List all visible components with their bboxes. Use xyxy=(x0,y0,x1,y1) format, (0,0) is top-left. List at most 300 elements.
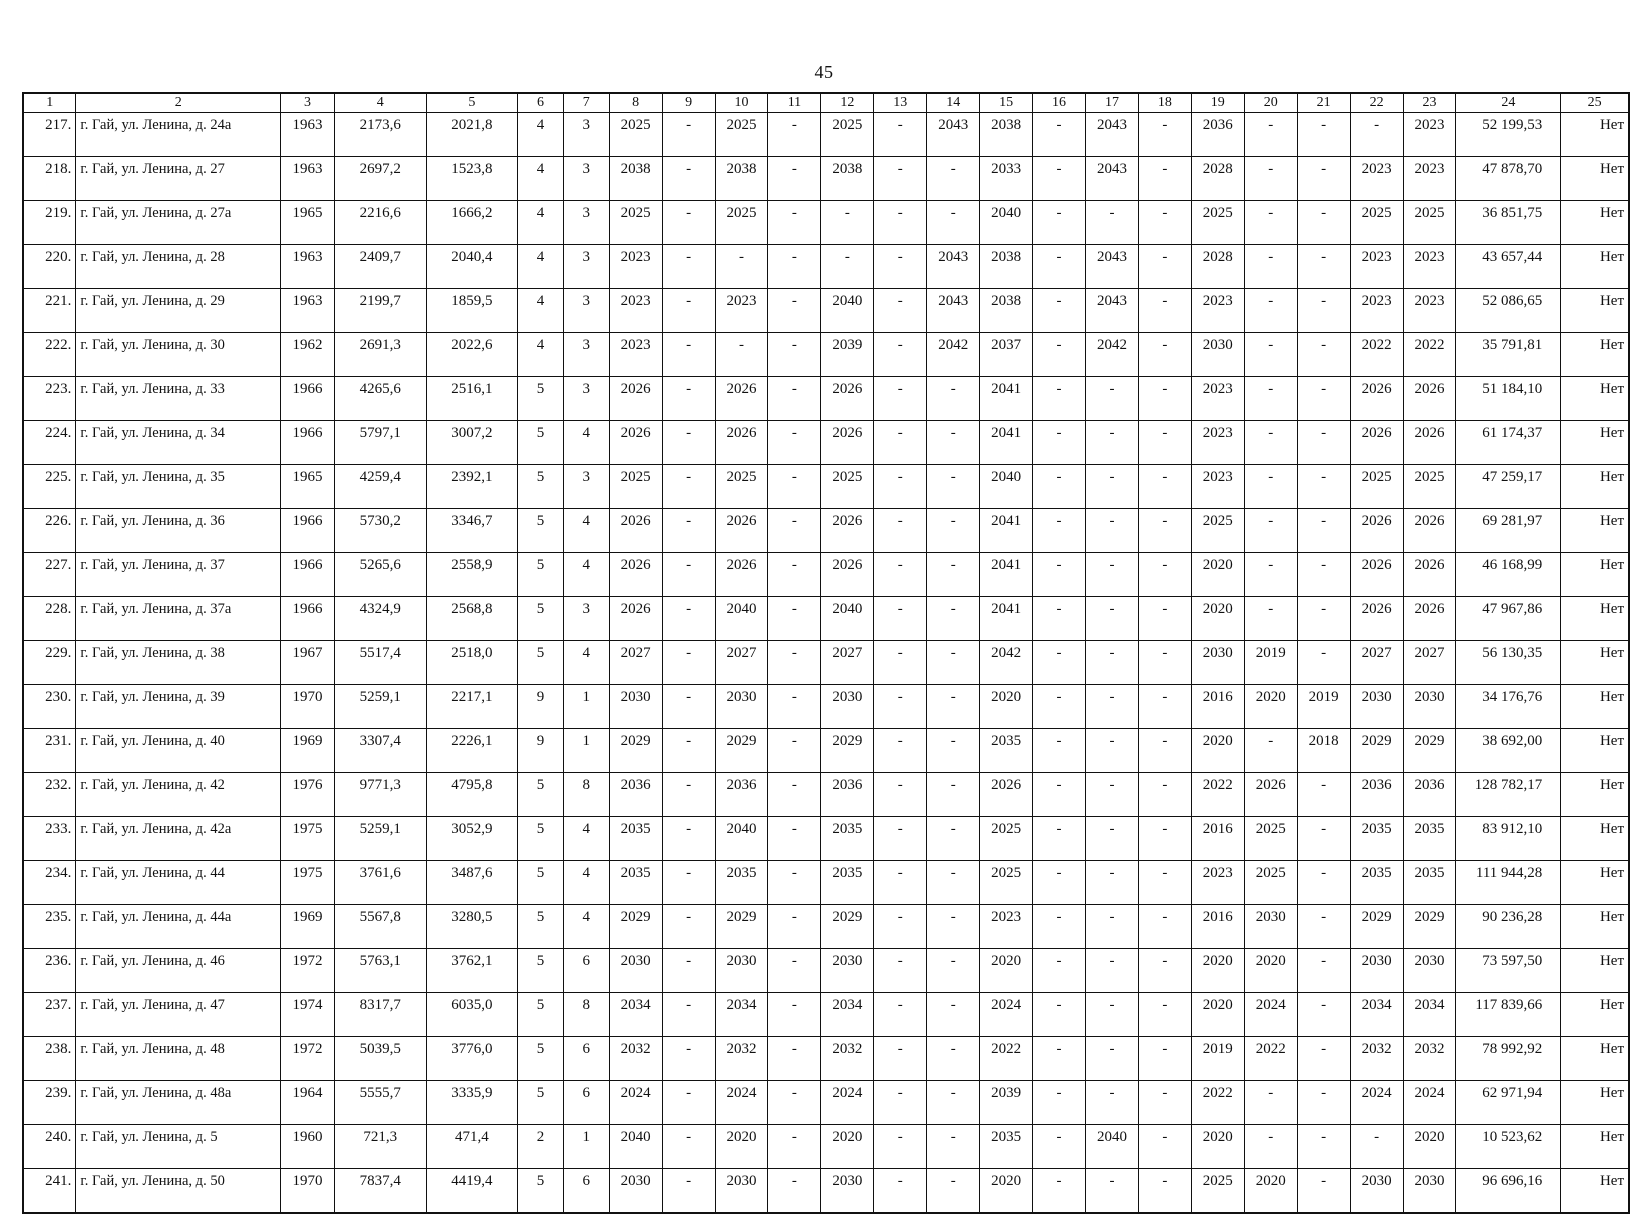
table-cell: - xyxy=(1244,729,1297,773)
table-cell: - xyxy=(768,861,821,905)
column-number-cell: 8 xyxy=(609,93,662,113)
table-cell: 2029 xyxy=(821,729,874,773)
table-cell: 2020 xyxy=(980,685,1033,729)
table-cell: 5 xyxy=(518,817,564,861)
table-cell: - xyxy=(1297,597,1350,641)
table-cell: 1970 xyxy=(280,685,334,729)
table-cell: 2025 xyxy=(1244,817,1297,861)
table-cell: - xyxy=(1138,553,1191,597)
table-cell: - xyxy=(1244,333,1297,377)
table-cell: 1859,5 xyxy=(426,289,518,333)
table-cell: - xyxy=(1138,597,1191,641)
table-cell: - xyxy=(768,773,821,817)
table-cell: 5730,2 xyxy=(334,509,426,553)
table-cell: - xyxy=(1244,157,1297,201)
column-number-cell: 17 xyxy=(1086,93,1139,113)
table-cell: - xyxy=(1033,157,1086,201)
table-cell: 2027 xyxy=(821,641,874,685)
row-number-cell: 221. xyxy=(23,289,76,333)
table-cell: - xyxy=(927,201,980,245)
table-cell: 2568,8 xyxy=(426,597,518,641)
table-cell: - xyxy=(662,685,715,729)
address-cell: г. Гай, ул. Ленина, д. 37а xyxy=(76,597,281,641)
table-row xyxy=(23,905,1629,949)
row-number-cell: 230. xyxy=(23,685,76,729)
table-cell: - xyxy=(768,597,821,641)
table-cell: - xyxy=(715,333,768,377)
status-cell: Нет xyxy=(1561,597,1629,641)
column-number-cell: 7 xyxy=(563,93,609,113)
table-cell: 2030 xyxy=(821,1169,874,1214)
table-cell: 2025 xyxy=(1191,509,1244,553)
table-cell: 2029 xyxy=(1403,729,1456,773)
table-cell: 2026 xyxy=(821,377,874,421)
table-cell: 2021,8 xyxy=(426,113,518,157)
table-cell: 2019 xyxy=(1191,1037,1244,1081)
table-cell: - xyxy=(662,553,715,597)
table-cell: 2016 xyxy=(1191,905,1244,949)
table-cell: 1969 xyxy=(280,729,334,773)
status-cell: Нет xyxy=(1561,773,1629,817)
table-cell: 2040 xyxy=(821,597,874,641)
table-cell: 2036 xyxy=(715,773,768,817)
column-number-cell: 23 xyxy=(1403,93,1456,113)
table-cell: 2691,3 xyxy=(334,333,426,377)
table-cell: 2040 xyxy=(609,1125,662,1169)
table-cell: - xyxy=(662,1037,715,1081)
table-cell: 2020 xyxy=(1244,685,1297,729)
table-cell: 3052,9 xyxy=(426,817,518,861)
status-cell: Нет xyxy=(1561,1037,1629,1081)
table-cell: 4 xyxy=(518,157,564,201)
cost-cell: 47 878,70 xyxy=(1456,157,1561,201)
row-number-cell: 229. xyxy=(23,641,76,685)
table-cell: 2032 xyxy=(715,1037,768,1081)
table-cell: 2023 xyxy=(609,289,662,333)
table-cell: 1963 xyxy=(280,289,334,333)
table-cell: - xyxy=(1138,861,1191,905)
table-cell: 6 xyxy=(563,949,609,993)
cost-cell: 10 523,62 xyxy=(1456,1125,1561,1169)
table-cell: - xyxy=(1138,1169,1191,1214)
table-cell: 4 xyxy=(518,201,564,245)
table-cell: 2022 xyxy=(1191,1081,1244,1125)
table-cell: 4 xyxy=(563,553,609,597)
table-cell: 4 xyxy=(563,905,609,949)
table-cell: - xyxy=(1033,201,1086,245)
table-cell: - xyxy=(662,949,715,993)
table-cell: 2023 xyxy=(1350,245,1403,289)
row-number-cell: 223. xyxy=(23,377,76,421)
table-cell: 1965 xyxy=(280,465,334,509)
table-cell: - xyxy=(1033,773,1086,817)
cost-cell: 111 944,28 xyxy=(1456,861,1561,905)
table-cell: 2030 xyxy=(1191,333,1244,377)
table-cell: 2035 xyxy=(1350,861,1403,905)
table-cell: - xyxy=(874,1125,927,1169)
table-cell: 5 xyxy=(518,641,564,685)
table-cell: 2043 xyxy=(1086,157,1139,201)
table-cell: - xyxy=(768,1081,821,1125)
column-number-cell: 15 xyxy=(980,93,1033,113)
table-cell: - xyxy=(662,245,715,289)
table-cell: 2025 xyxy=(1191,201,1244,245)
cost-cell: 36 851,75 xyxy=(1456,201,1561,245)
table-cell: 2039 xyxy=(821,333,874,377)
address-cell: г. Гай, ул. Ленина, д. 37 xyxy=(76,553,281,597)
cost-cell: 96 696,16 xyxy=(1456,1169,1561,1214)
cost-cell: 47 259,17 xyxy=(1456,465,1561,509)
table-cell: - xyxy=(1138,377,1191,421)
table-row xyxy=(23,729,1629,773)
table-cell: 2038 xyxy=(821,157,874,201)
column-number-cell: 12 xyxy=(821,93,874,113)
table-cell: - xyxy=(1033,289,1086,333)
housing-repair-table xyxy=(22,92,1630,1214)
table-cell: 2019 xyxy=(1297,685,1350,729)
table-row xyxy=(23,421,1629,465)
table-cell: 2022 xyxy=(1403,333,1456,377)
table-cell: 2032 xyxy=(821,1037,874,1081)
table-cell: 5 xyxy=(518,949,564,993)
table-row xyxy=(23,817,1629,861)
table-cell: - xyxy=(1297,817,1350,861)
table-cell: 2023 xyxy=(609,333,662,377)
table-cell: - xyxy=(927,1037,980,1081)
table-cell: - xyxy=(927,377,980,421)
table-cell: - xyxy=(1086,421,1139,465)
table-cell: 2030 xyxy=(1350,1169,1403,1214)
table-cell: - xyxy=(1086,861,1139,905)
row-number-cell: 240. xyxy=(23,1125,76,1169)
table-cell: - xyxy=(768,289,821,333)
cost-cell: 117 839,66 xyxy=(1456,993,1561,1037)
table-cell: 2030 xyxy=(821,685,874,729)
address-cell: г. Гай, ул. Ленина, д. 44 xyxy=(76,861,281,905)
table-cell: 2518,0 xyxy=(426,641,518,685)
table-cell: - xyxy=(1138,245,1191,289)
table-cell: - xyxy=(1086,465,1139,509)
table-cell: 2036 xyxy=(821,773,874,817)
table-cell: - xyxy=(1244,553,1297,597)
table-cell: 5 xyxy=(518,597,564,641)
table-row xyxy=(23,553,1629,597)
table-cell: - xyxy=(768,201,821,245)
table-cell: 2026 xyxy=(715,509,768,553)
table-cell: 2030 xyxy=(1191,641,1244,685)
table-cell: - xyxy=(874,509,927,553)
table-cell: 2023 xyxy=(609,245,662,289)
table-cell: 2026 xyxy=(609,553,662,597)
row-number-cell: 220. xyxy=(23,245,76,289)
table-cell: 2026 xyxy=(1350,509,1403,553)
table-cell: 1963 xyxy=(280,113,334,157)
cost-cell: 62 971,94 xyxy=(1456,1081,1561,1125)
table-cell: - xyxy=(874,993,927,1037)
table-cell: 2020 xyxy=(980,949,1033,993)
table-cell: 2217,1 xyxy=(426,685,518,729)
table-cell: 2020 xyxy=(1191,949,1244,993)
address-cell: г. Гай, ул. Ленина, д. 48 xyxy=(76,1037,281,1081)
table-cell: - xyxy=(1033,1125,1086,1169)
table-cell: 2025 xyxy=(980,817,1033,861)
table-cell: 2029 xyxy=(1350,905,1403,949)
table-cell: 2043 xyxy=(1086,289,1139,333)
table-cell: 2035 xyxy=(609,861,662,905)
table-cell: 5259,1 xyxy=(334,817,426,861)
table-cell: 9 xyxy=(518,685,564,729)
table-cell: 4 xyxy=(563,421,609,465)
table-cell: 3 xyxy=(563,201,609,245)
table-cell: - xyxy=(874,817,927,861)
table-cell: - xyxy=(1138,773,1191,817)
table-cell: - xyxy=(1033,333,1086,377)
table-cell: 3487,6 xyxy=(426,861,518,905)
table-row xyxy=(23,465,1629,509)
table-cell: - xyxy=(1138,905,1191,949)
address-cell: г. Гай, ул. Ленина, д. 50 xyxy=(76,1169,281,1214)
table-cell: 2023 xyxy=(1403,289,1456,333)
table-cell: 1975 xyxy=(280,861,334,905)
table-cell: 2 xyxy=(518,1125,564,1169)
table-cell: 2041 xyxy=(980,553,1033,597)
table-cell: 2030 xyxy=(1403,949,1456,993)
address-cell: г. Гай, ул. Ленина, д. 30 xyxy=(76,333,281,377)
table-cell: - xyxy=(662,113,715,157)
table-cell: 2039 xyxy=(980,1081,1033,1125)
table-cell: 2026 xyxy=(980,773,1033,817)
table-cell: 2697,2 xyxy=(334,157,426,201)
table-cell: - xyxy=(1297,993,1350,1037)
table-cell: 5 xyxy=(518,905,564,949)
table-cell: - xyxy=(662,509,715,553)
table-cell: - xyxy=(1138,157,1191,201)
table-cell: 5 xyxy=(518,993,564,1037)
address-cell: г. Гай, ул. Ленина, д. 27а xyxy=(76,201,281,245)
table-cell: - xyxy=(768,465,821,509)
table-cell: - xyxy=(1033,993,1086,1037)
table-cell: - xyxy=(1086,553,1139,597)
table-cell: 3 xyxy=(563,333,609,377)
table-cell: 5 xyxy=(518,465,564,509)
table-cell: 5 xyxy=(518,421,564,465)
table-cell: 2020 xyxy=(1244,1169,1297,1214)
table-cell: - xyxy=(1086,1081,1139,1125)
table-cell: - xyxy=(874,113,927,157)
table-cell: 2409,7 xyxy=(334,245,426,289)
status-cell: Нет xyxy=(1561,289,1629,333)
table-cell: - xyxy=(768,1037,821,1081)
table-cell: - xyxy=(1244,1081,1297,1125)
table-cell: - xyxy=(1244,421,1297,465)
row-number-cell: 228. xyxy=(23,597,76,641)
table-cell: 2025 xyxy=(821,465,874,509)
table-cell: 2026 xyxy=(1403,509,1456,553)
address-cell: г. Гай, ул. Ленина, д. 46 xyxy=(76,949,281,993)
table-cell: 2036 xyxy=(1350,773,1403,817)
table-cell: - xyxy=(1244,1125,1297,1169)
cost-cell: 52 086,65 xyxy=(1456,289,1561,333)
table-cell: 2040 xyxy=(821,289,874,333)
table-cell: 2026 xyxy=(1350,597,1403,641)
table-cell: 2036 xyxy=(1191,113,1244,157)
table-cell: 4 xyxy=(563,861,609,905)
table-cell: 2026 xyxy=(609,597,662,641)
table-row xyxy=(23,1125,1629,1169)
table-cell: 2030 xyxy=(715,1169,768,1214)
table-cell: - xyxy=(1297,1081,1350,1125)
table-cell: 1 xyxy=(563,685,609,729)
table-cell: 1 xyxy=(563,729,609,773)
table-cell: - xyxy=(874,1081,927,1125)
table-cell: 2032 xyxy=(609,1037,662,1081)
table-cell: 2030 xyxy=(715,949,768,993)
table-cell: - xyxy=(927,597,980,641)
table-cell: - xyxy=(1086,773,1139,817)
table-cell: - xyxy=(1297,113,1350,157)
table-cell: 2516,1 xyxy=(426,377,518,421)
table-cell: 2029 xyxy=(1403,905,1456,949)
table-cell: 2034 xyxy=(1350,993,1403,1037)
table-cell: 2173,6 xyxy=(334,113,426,157)
table-row xyxy=(23,685,1629,729)
cost-cell: 56 130,35 xyxy=(1456,641,1561,685)
cost-cell: 46 168,99 xyxy=(1456,553,1561,597)
table-cell: 2026 xyxy=(1403,597,1456,641)
table-cell: - xyxy=(1297,509,1350,553)
table-cell: 4795,8 xyxy=(426,773,518,817)
table-row xyxy=(23,641,1629,685)
table-cell: 2030 xyxy=(1350,685,1403,729)
table-cell: - xyxy=(1244,509,1297,553)
table-cell: 2026 xyxy=(821,421,874,465)
table-cell: 2216,6 xyxy=(334,201,426,245)
table-cell: 2020 xyxy=(1191,597,1244,641)
table-row xyxy=(23,201,1629,245)
table-cell: 4259,4 xyxy=(334,465,426,509)
table-cell: - xyxy=(715,245,768,289)
table-cell: 2030 xyxy=(609,1169,662,1214)
table-cell: 2024 xyxy=(715,1081,768,1125)
column-number-cell: 22 xyxy=(1350,93,1403,113)
table-cell: - xyxy=(874,773,927,817)
table-cell: 4324,9 xyxy=(334,597,426,641)
table-cell: - xyxy=(927,1081,980,1125)
table-cell: 4 xyxy=(518,245,564,289)
table-cell: 2025 xyxy=(1191,1169,1244,1214)
table-cell: 2040 xyxy=(715,817,768,861)
column-number-cell: 16 xyxy=(1033,93,1086,113)
table-cell: 3776,0 xyxy=(426,1037,518,1081)
table-cell: - xyxy=(662,597,715,641)
table-cell: - xyxy=(874,597,927,641)
table-cell: - xyxy=(927,993,980,1037)
status-cell: Нет xyxy=(1561,729,1629,773)
table-cell: 2023 xyxy=(1191,289,1244,333)
table-cell: 2226,1 xyxy=(426,729,518,773)
table-cell: - xyxy=(874,641,927,685)
address-cell: г. Гай, ул. Ленина, д. 34 xyxy=(76,421,281,465)
status-cell: Нет xyxy=(1561,861,1629,905)
table-cell: - xyxy=(1086,729,1139,773)
table-cell: 2038 xyxy=(980,113,1033,157)
row-number-cell: 241. xyxy=(23,1169,76,1214)
table-cell: 9771,3 xyxy=(334,773,426,817)
table-cell: - xyxy=(768,905,821,949)
table-cell: 6 xyxy=(563,1169,609,1214)
row-number-cell: 235. xyxy=(23,905,76,949)
table-cell: 2036 xyxy=(609,773,662,817)
table-cell: - xyxy=(662,333,715,377)
table-cell: 2035 xyxy=(1350,817,1403,861)
table-cell: - xyxy=(927,465,980,509)
table-cell: - xyxy=(662,817,715,861)
table-cell: 2035 xyxy=(1403,861,1456,905)
column-number-cell: 10 xyxy=(715,93,768,113)
table-cell: - xyxy=(1138,509,1191,553)
table-cell: 2037 xyxy=(980,333,1033,377)
table-row xyxy=(23,1037,1629,1081)
table-cell: - xyxy=(1244,377,1297,421)
table-cell: 1666,2 xyxy=(426,201,518,245)
table-cell: - xyxy=(662,773,715,817)
cost-cell: 38 692,00 xyxy=(1456,729,1561,773)
column-number-cell: 4 xyxy=(334,93,426,113)
table-cell: 4 xyxy=(518,333,564,377)
table-cell: - xyxy=(768,1169,821,1214)
table-cell: 721,3 xyxy=(334,1125,426,1169)
table-cell: - xyxy=(927,729,980,773)
table-cell: 2023 xyxy=(1191,861,1244,905)
table-cell: - xyxy=(768,685,821,729)
table-cell: 2020 xyxy=(715,1125,768,1169)
table-cell: - xyxy=(768,509,821,553)
table-cell: - xyxy=(1297,1169,1350,1214)
table-cell: 3 xyxy=(563,597,609,641)
table-cell: 5555,7 xyxy=(334,1081,426,1125)
column-number-cell: 6 xyxy=(518,93,564,113)
table-row xyxy=(23,1081,1629,1125)
table-cell: 2020 xyxy=(1191,729,1244,773)
table-cell: - xyxy=(874,685,927,729)
table-cell: 2024 xyxy=(1244,993,1297,1037)
table-cell: - xyxy=(768,553,821,597)
table-cell: - xyxy=(927,553,980,597)
table-cell: 3007,2 xyxy=(426,421,518,465)
table-cell: - xyxy=(874,861,927,905)
table-cell: - xyxy=(1086,817,1139,861)
table-cell: - xyxy=(1138,1037,1191,1081)
column-number-cell: 3 xyxy=(280,93,334,113)
table-cell: 2026 xyxy=(609,377,662,421)
table-cell: 2026 xyxy=(1350,553,1403,597)
table-cell: 1960 xyxy=(280,1125,334,1169)
table-cell: 2025 xyxy=(715,201,768,245)
table-cell: 2027 xyxy=(1403,641,1456,685)
table-cell: - xyxy=(1138,333,1191,377)
table-cell: - xyxy=(768,421,821,465)
row-number-cell: 237. xyxy=(23,993,76,1037)
cost-cell: 61 174,37 xyxy=(1456,421,1561,465)
table-cell: 2023 xyxy=(980,905,1033,949)
table-cell: 2023 xyxy=(1403,113,1456,157)
column-number-cell: 13 xyxy=(874,93,927,113)
table-cell: 1974 xyxy=(280,993,334,1037)
column-number-cell: 2 xyxy=(76,93,281,113)
table-cell: 2033 xyxy=(980,157,1033,201)
table-cell: 2020 xyxy=(1191,553,1244,597)
table-cell: - xyxy=(1033,861,1086,905)
